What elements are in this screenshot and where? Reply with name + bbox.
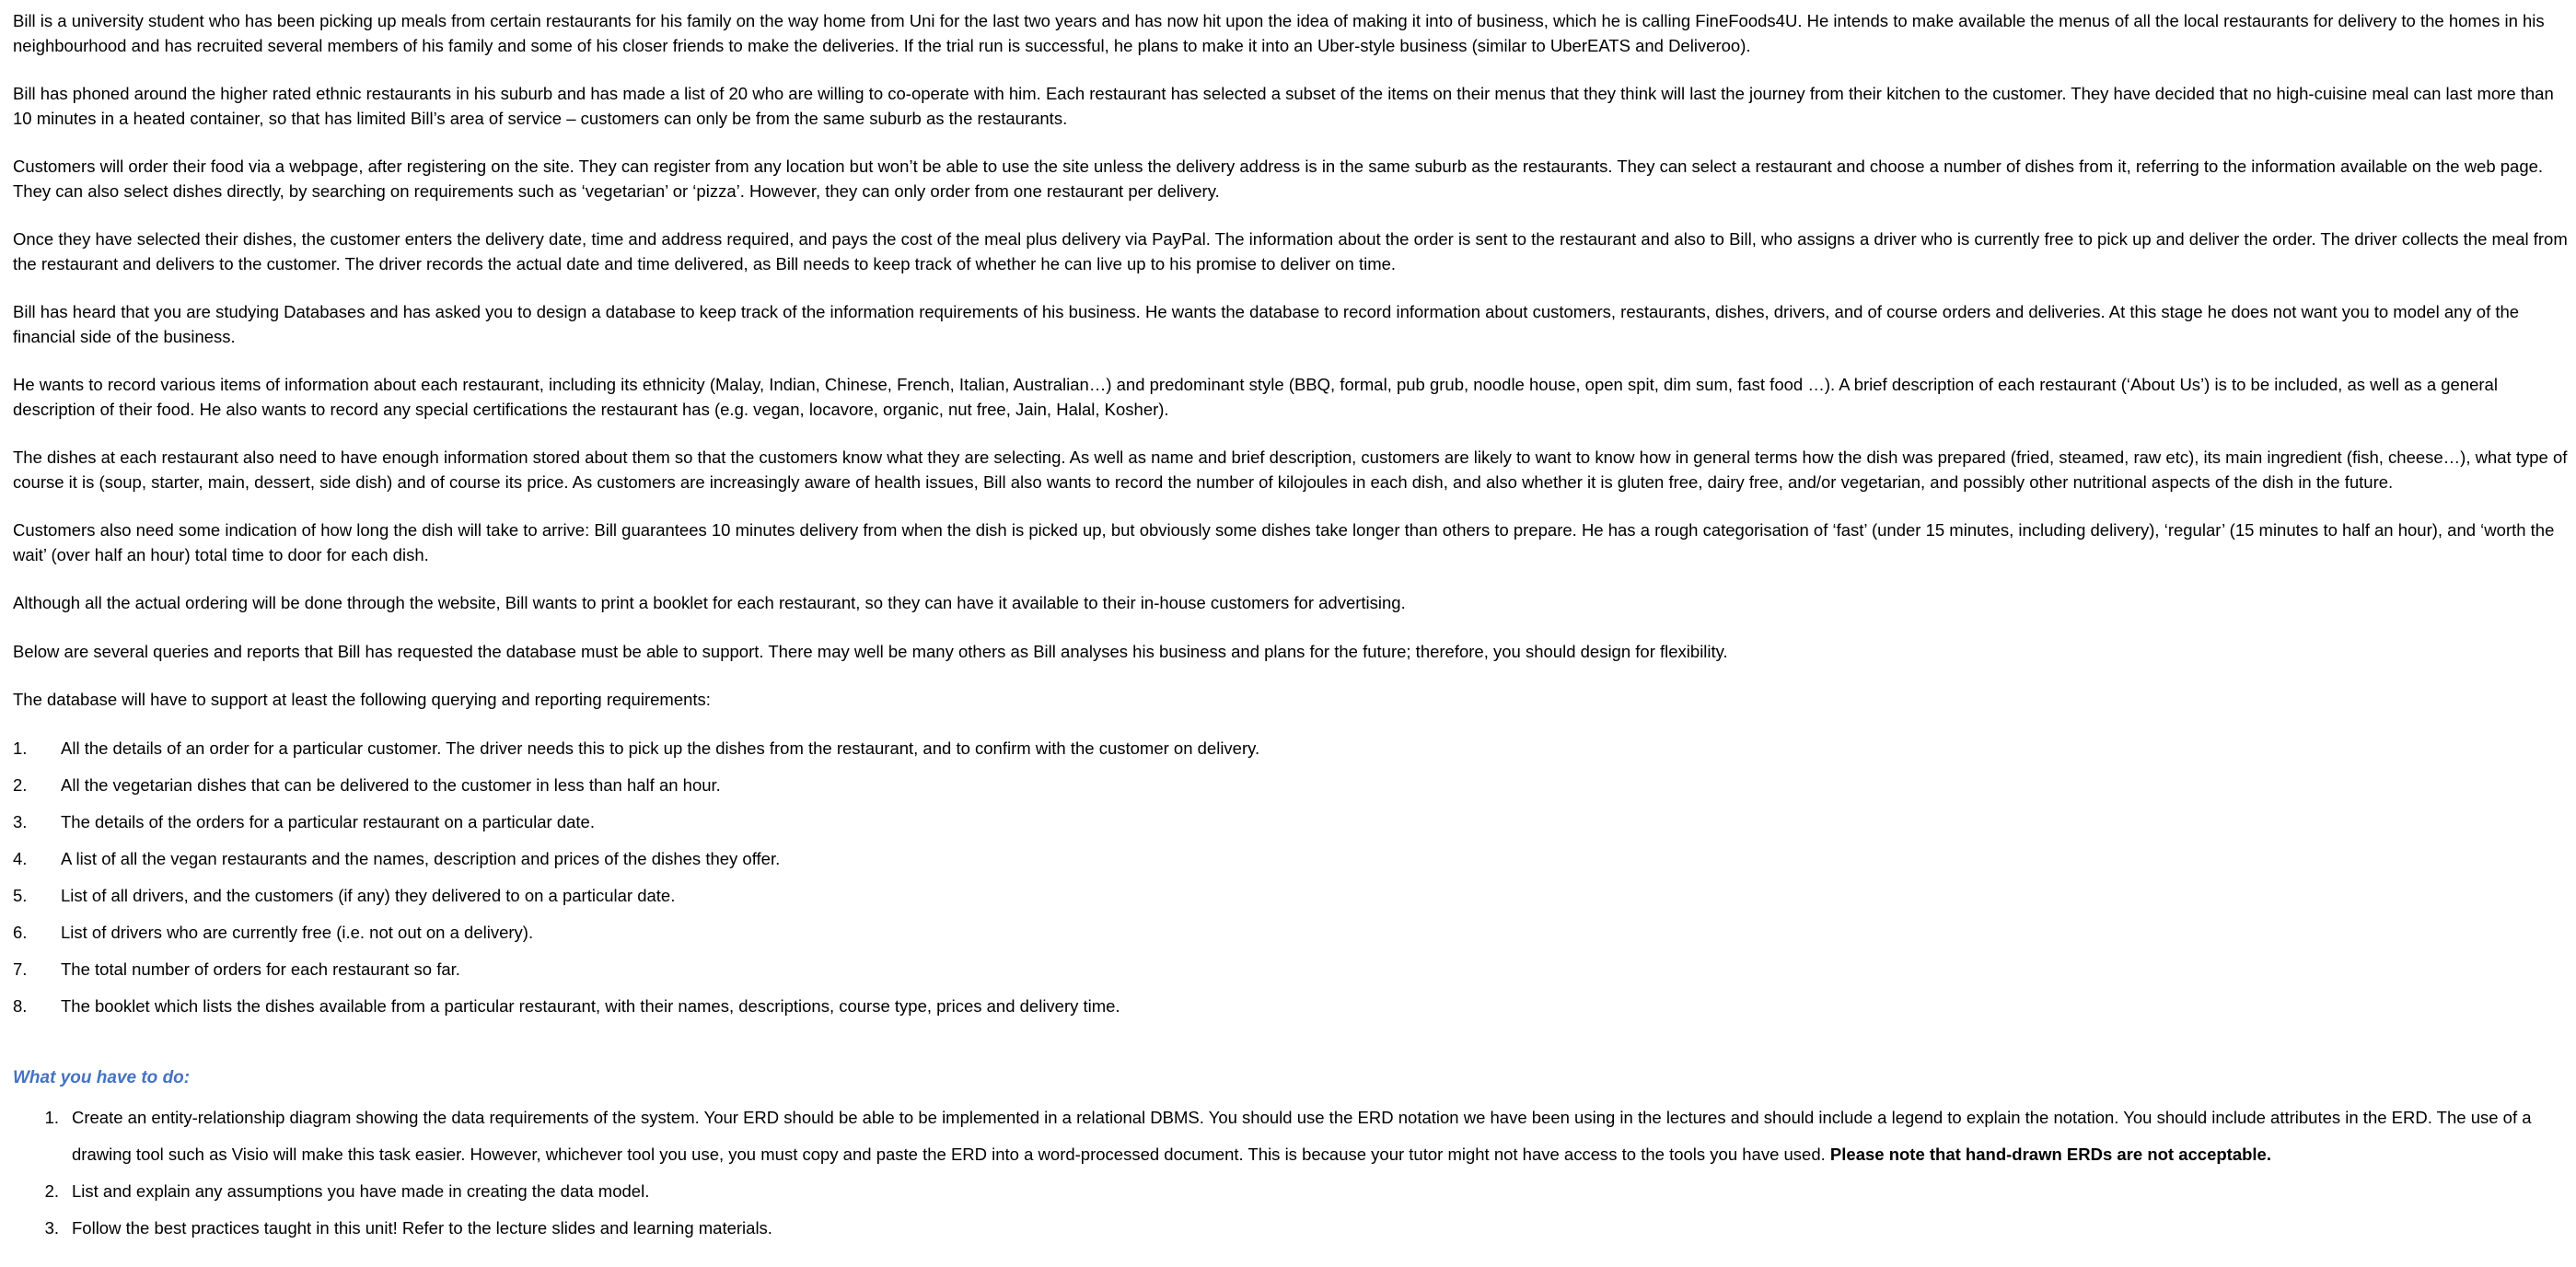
list-item-text: Follow the best practices taught in this unit! Refer to the lecture slides and learning materials. — [72, 1218, 772, 1238]
list-item — [13, 810, 2572, 847]
paragraph: The dishes at each restaurant also need to have enough information stored about them so that the customers know what they are selecting. As well as name and brief description, customers are likely to want to know how in general terms how the dish was prepared (fried, steamed, raw etc), its main ingredient (fish, cheese…), what type of course it is (soup, starter, main, dessert, side dish) and of course its price. As customers are increasingly aware of health issues, Bill also wants to record the number of kilojoules in each dish, and also whether it is gluten free, dairy free, and/or vegetarian, and possibly other nutritional aspects of the dish in the future. — [13, 448, 2568, 492]
list-item-number: 2. — [44, 1181, 59, 1201]
list-item-number: 4. — [13, 848, 28, 868]
list-item-text — [72, 1099, 2572, 1173]
list-item-number: 8. — [13, 995, 28, 1016]
list-item-number: 1. — [13, 738, 28, 758]
list-item — [13, 1099, 2572, 1173]
list-item-text: A list of all the vegan restaurants and the names, description and prices of the dishes they offer. — [61, 848, 781, 868]
section-heading: What you have to do: — [13, 1067, 191, 1087]
paragraph: Below are several queries and reports that Bill has requested the database must be able to support. There may well be many others as Bill analyses his business and plans for the future; therefore, you should design for flexibility. — [13, 641, 1728, 661]
list-item-number: 1. — [44, 1108, 59, 1127]
paragraph: Bill has heard that you are studying Databases and has asked you to design a database to keep track of the information requirements of his business. He wants the database to record information about customers, restaurants, dishes, drivers, and of course orders and deliveries. At this stage he does not want you to model any of the financial side of the business. — [13, 302, 2520, 346]
list-item-number: 5. — [13, 885, 28, 905]
paragraph: Bill has phoned around the higher rated ethnic restaurants in his suburb and has made a list of 20 who are willing to co-operate with him. Each restaurant has selected a subset of the items on their menus that they think will last the journey from their kitchen to the customer. They have decided that no high-cuisine meal can last more than 10 minutes in a heated container, so that has limited Bill’s area of service – customers can only be from the same suburb as the restaurants. — [13, 84, 2554, 128]
paragraph: The database will have to support at least the following querying and reporting requirements: — [13, 690, 711, 709]
paragraph: Although all the actual ordering will be done through the website, Bill wants to print a booklet for each restaurant, so they can have it available to their in-house customers for advertising. — [13, 593, 1406, 612]
list-item — [13, 773, 2572, 810]
list-item-text: List and explain any assumptions you have made in creating the data model. — [72, 1181, 650, 1201]
list-item — [13, 847, 2572, 884]
list-item-number: 6. — [13, 922, 28, 942]
list-item-text: All the details of an order for a particular customer. The driver needs this to pick up the dishes from the restaurant, and to confirm with the customer on delivery. — [61, 738, 1260, 758]
list-item — [13, 994, 2572, 1031]
task-text: Create an entity-relationship diagram showing the data requirements of the system. Your ERD should be able to be implemented in a relational DBMS. You should use the ERD notation we have been using in the lectures and should include a legend to explain the notation. You should include attributes in the ERD. The use of a drawing tool such as Visio will make this task easier. However, whichever tool you use, you must copy and paste the ERD into a word-processed document. This is because your tutor might not have access to the tools you have used. — [72, 1108, 2532, 1164]
paragraph: Customers will order their food via a webpage, after registering on the site. They can register from any location but won’t be able to use the site unless the delivery address is in the same suburb as the restaurants. They can select a restaurant and choose a number of dishes from it, referring to the information available on the web page. They can also select dishes directly, by searching on requirements such as ‘vegetarian’ or ‘pizza’. However, they can only order from one restaurant per delivery. — [13, 157, 2544, 201]
list-item — [13, 1210, 2572, 1247]
tasks-list — [13, 1099, 2572, 1247]
list-item-text: The total number of orders for each restaurant so far. — [61, 959, 460, 979]
paragraph: He wants to record various items of information about each restaurant, including its ethnicity (Malay, Indian, Chinese, French, Italian, Australian…) and predominant style (BBQ, formal, pub grub, noodle house, open spit, dim sum, fast food …). A brief description of each restaurant (‘About Us’) is to be included, as well as a general description of their food. He also wants to record any special certifications the restaurant has (e.g. vegan, locavore, organic, nut free, Jain, Halal, Kosher). — [13, 375, 2498, 419]
list-item-text: List of all drivers, and the customers (if any) they delivered to on a particular date. — [61, 885, 676, 905]
list-item-number: 3. — [13, 811, 28, 831]
list-item — [13, 921, 2572, 958]
task-emphasis: Please note that hand-drawn ERDs are not acceptable. — [1829, 1145, 2271, 1164]
list-item — [13, 1173, 2572, 1210]
list-item-text: List of drivers who are currently free (i.e. not out on a delivery). — [61, 922, 534, 942]
requirements-list — [13, 737, 2572, 1031]
list-item — [13, 737, 2572, 773]
list-item-text: All the vegetarian dishes that can be delivered to the customer in less than half an hour. — [61, 774, 721, 795]
list-item-number: 7. — [13, 959, 28, 979]
list-item — [13, 958, 2572, 994]
list-item — [13, 884, 2572, 921]
list-item-number: 3. — [44, 1218, 59, 1238]
list-item-text: The booklet which lists the dishes available from a particular restaurant, with their names, descriptions, course type, prices and delivery time. — [61, 995, 1120, 1016]
paragraph: Customers also need some indication of how long the dish will take to arrive: Bill guarantees 10 minutes delivery from when the dish is picked up, but obviously some dishes take longer than others to prepare. He has a rough categorisation of ‘fast’ (under 15 minutes, including delivery), ‘regular’ (15 minutes to half an hour), and ‘worth the wait’ (over half an hour) total time to door for each dish. — [13, 520, 2555, 564]
paragraph: Once they have selected their dishes, the customer enters the delivery date, time and address required, and pays the cost of the meal plus delivery via PayPal. The information about the order is sent to the restaurant and also to Bill, who assigns a driver who is currently free to pick up and deliver the order. The driver collects the meal from the restaurant and delivers to the customer. The driver records the actual date and time delivered, as Bill needs to keep track of whether he can live up to his promise to deliver on time. — [13, 229, 2568, 273]
list-item-text: The details of the orders for a particular restaurant on a particular date. — [61, 811, 595, 831]
paragraph: Bill is a university student who has been picking up meals from certain restaurants for his family on the way home from Uni for the last two years and has now hit upon the idea of making it into of business, which he is calling FineFoods4U. He intends to make available the menus of all the local restaurants for delivery to the homes in his neighbourhood and has recruited several members of his family and some of his closer friends to make the deliveries. If the trial run is successful, he plans to make it into an Uber-style business (similar to UberEATS and Deliveroo). — [13, 11, 2545, 55]
list-item-number: 2. — [13, 774, 28, 795]
